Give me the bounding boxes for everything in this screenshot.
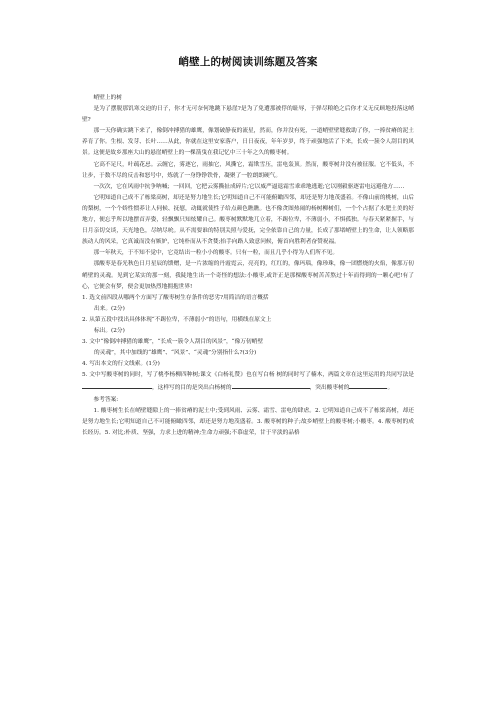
question-5-text: ，突出酸枣树的 xyxy=(309,385,350,392)
question-5-text: 5. 文中写酸枣树的同时，写了桃李杨柳四种树;课文《白杨礼赞》也在写白杨 树的同时写了楠木，两篇文章在这里运用的共同写法是 xyxy=(82,372,414,379)
question-line: 2. 从第五段中找出具体体现“不踢位卑，不薄弱小”的语句，用横线在原文上 xyxy=(82,316,272,323)
paragraph-7: 那酸枣是春光秋色日月星辰的馈赠，是一片浓缩的丹霞霓云，亮亮的，红红的，像玛瑙，像珍珠，像一团燃烧的火焰，像那万仞峭壁的灵魂。见到它某实的那一刻，我陡地生出一个奇怪的想法:小酸枣,或许正是那棵酸枣树苦苦熬过十年而得到的一颗心吧!有了心，它便会有梦，便会更加热烈地拥抱世界! xyxy=(82,261,414,290)
answers-text: 1. 酸枣树生长在峭壁缝隙上的一捧贫瘠的泥土中;受到风雨、云雾、霜雪、雷电的肆虐。2. 它明知道自己成不了栋梁高树，却还是努力地生长;它明知道自己不可能俯瞰四邻，却还是努力地茂盛着。3. 酸枣树的种子;故乡峭壁上的酸枣树;小酸枣。4. 酸枣树的成长经历。5. 对比;朴质、坚强，力求上进的精神;生命力顽强;不慕虚荣，甘于平淡的品格 xyxy=(82,407,414,436)
paragraph-3: 它高不足尺，叶疏花忌。云缠它，雾逐它，雨抽它，风撕它，霜欺雪压，雷电轰顶。然而，酸枣树并没有被征服。它不低头，不让步，于数不尽的反击和怒号中，炼就了一身铮铮铁骨，凝聚了一腔朗朗硬气。 xyxy=(82,161,414,179)
question-3 xyxy=(82,337,414,359)
subtitle: 峭壁上的树 xyxy=(93,95,122,101)
paragraph-6: 那一年秋天，于不知不觉中，它竟结出一粒小小的酸枣。只有一粒，而且几乎小得为人们所不见。 xyxy=(93,250,339,257)
answer-blank xyxy=(82,381,152,389)
question-line: 标出。(2分) xyxy=(94,327,125,334)
question-4 xyxy=(82,359,414,370)
answer-blank xyxy=(349,381,387,389)
question-5 xyxy=(82,370,414,394)
question-2 xyxy=(82,315,414,337)
page-title: 峭壁上的树阅读训练题及答案 xyxy=(178,56,318,68)
question-5-text: 。 xyxy=(387,385,394,392)
question-line: 的灵魂”，其中加线的“雄鹰”、“风景”、“灵魂”分别指什么?(3分) xyxy=(94,350,257,357)
question-5-text: ，这样写的目的是突出白杨树的 xyxy=(152,385,232,392)
question-line: 出来。(2分) xyxy=(94,305,125,312)
question-1 xyxy=(82,293,414,315)
question-line: 1. 选文前四段从哪两个方面写了酸枣树生存条件的恶劣?用简洁的语言概括 xyxy=(82,294,269,301)
question-line: 4. 写出本文的行文线索。(1分) xyxy=(82,361,160,368)
paragraph-2: 那一天你确实跳下来了，像倒冲搏猎的雄鹰，像划破静夜的流星，然而，你并没有死，一道峭壁壁缝救助了你，一捧贫瘠的泥土养育了你。生根、发芽、长叶……从此，你就在这里安家落户，日日夜夜，年年岁岁，终于顽强地活了下来，长成一簇令人刮目的风景。这便是故乡那座大山的悬崖峭壁上的一棵箭曳在我记忆中三十年之久的酸枣树。 xyxy=(82,128,414,157)
paragraph-4: 一次次，它在风雨中抗争呐喊；一回回，它把云雾撕扯成碎片;它以威严逼退霜雪乖乖地逃逝;它以刚毅驱逐雷电远避他方…… xyxy=(93,183,405,190)
paragraph-1: 是为了摆脱那饥寒交迫的日子，你才无可奈何地跳下悬崖?是为了免遭那被俘的耻辱，于弹尽粮绝之后你才义无反顾地投落这峭壁? xyxy=(82,106,414,124)
answer-blank xyxy=(232,381,310,389)
answers-heading: 参考答案: xyxy=(93,396,119,403)
question-line: 3. 文中“像倒冲搏猎的雄鹰”，“长成一簇令人刮目的风景”，“像万仞峭壁 xyxy=(82,339,264,346)
paragraph-5: 它明知道自己成不了栋梁高树，却还是努力地生长;它明知道自己不可能俯瞰四邻，却还是努力地茂盛着。不像山前的桃树，山后的梨树，一个个娇性惯养让人伺候、抚慰，动辄就使性子给点颜色瞧瞧。也不像贪图热闹的杨树柳树们，一个个占据了水肥土美的好地方，便忘乎所以地摆首弄姿，轻飘飘只知炫耀自己。酸枣树默默地兀立着，不踢位卑，不薄弱小，不惧孤独。与春天紧紧握手，与日月亲切交谈，天光地色，尽纳尽吮。从不需要谁的特别关照与爱抚，完全依靠自己的力量，长成了那堵峭壁上的生命，让人领略那族动人的风采，它真诚而没有嫉妒，它纯朴而从不贪婪;抬手向路人致意问候，俯首向胜利者奋赞祝福。 xyxy=(82,194,414,246)
